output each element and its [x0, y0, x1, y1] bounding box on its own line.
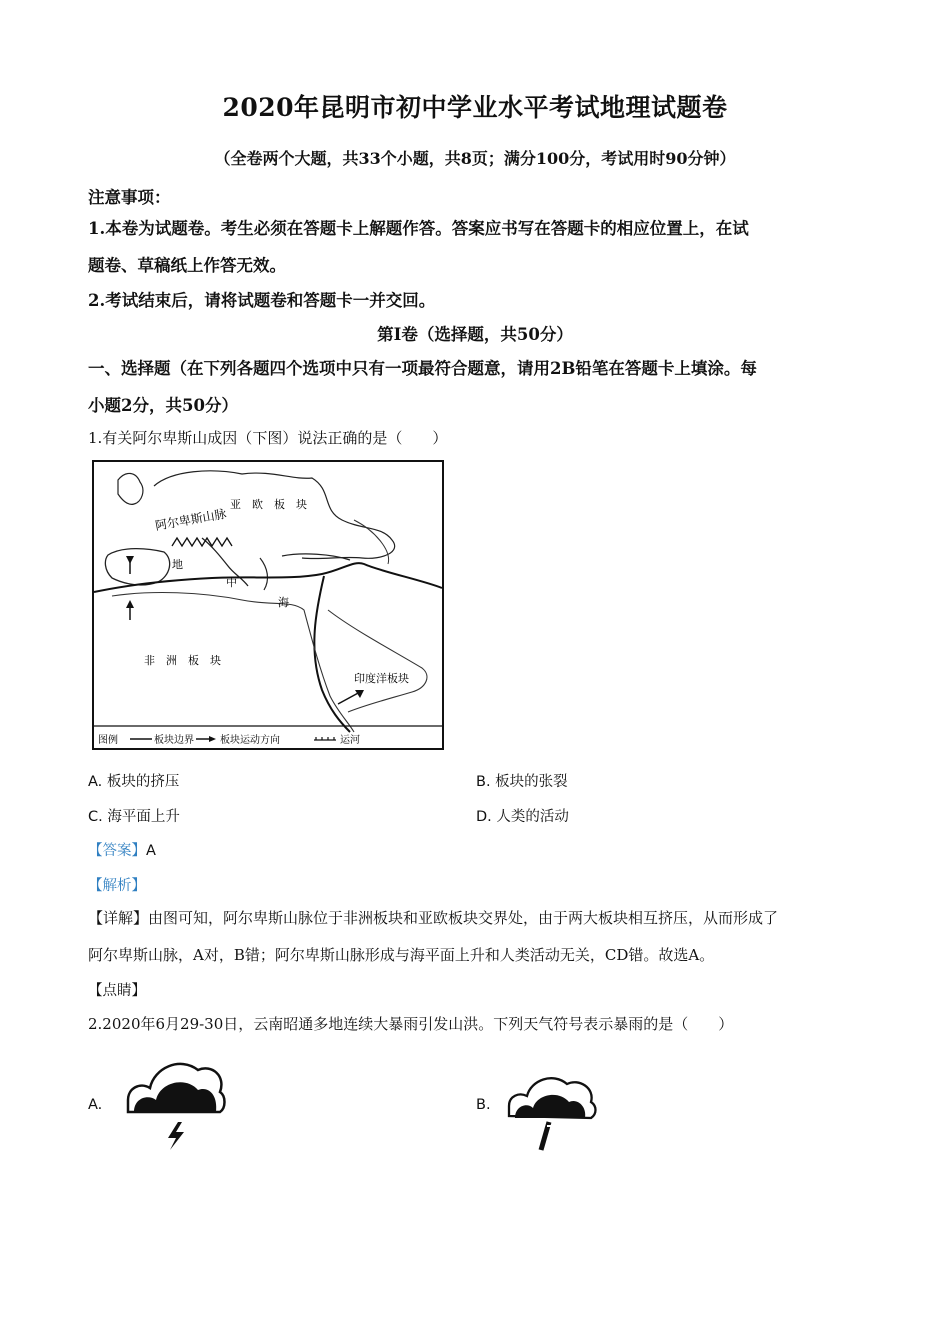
detail-explanation: 【详解】由图可知，阿尔卑斯山脉位于非洲板块和亚欧板块交界处，由于两大板块相互挤压，从而形成了 [88, 909, 779, 927]
label-zhong: 中 [226, 576, 237, 589]
analysis-tag: 【解析】 [88, 878, 146, 894]
legend-motion-label: 板块运动方向 [220, 735, 280, 746]
page-title: 2020年昆明市初中学业水平考试地理试题卷 [222, 93, 728, 122]
q1-option-a[interactable]: A. 板块的挤压 [88, 774, 180, 790]
part-title: 第Ⅰ卷（选择题，共50分） [377, 325, 573, 344]
answer-value: A [146, 843, 156, 859]
label-eurasia-plate: 亚 欧 板 块 [230, 498, 307, 511]
label-di: 地 [172, 558, 183, 571]
q2-option-b-label[interactable]: B. [476, 1097, 491, 1113]
label-africa-plate: 非 洲 板 块 [144, 654, 221, 667]
q1-option-b[interactable]: B. 板块的张裂 [476, 774, 568, 790]
answer-tag: 【答案】 [88, 843, 146, 859]
alps-plate-map [92, 460, 444, 750]
notice-heading: 注意事项： [88, 188, 171, 207]
q1-option-c[interactable]: C. 海平面上升 [88, 809, 180, 825]
section-instructions: 一、选择题（在下列各题四个选项中只有一项最符合题意，请用2B铅笔在答题卡上填涂。每 [88, 359, 757, 378]
cloud-rain-icon [503, 1068, 603, 1158]
question-2-stem: 2.2020年6月29-30日，云南昭通多地连续大暴雨引发山洪。下列天气符号表示暴雨的是（ ） [88, 1015, 734, 1033]
notice-item-1-cont: 题卷、草稿纸上作答无效。 [88, 256, 286, 275]
legend-title: 图例 [98, 735, 118, 746]
label-alps: 阿尔卑斯山脉 [154, 506, 228, 533]
label-sea: 海 [278, 596, 289, 609]
notice-item-1: 1.本卷为试题卷。考生必须在答题卡上解题作答。答案应书写在答题卡的相应位置上，在试 [88, 219, 749, 238]
exam-info: （全卷两个大题，共33个小题，共8页；满分100分，考试用时90分钟） [214, 149, 736, 168]
legend-boundary-label: 板块边界 [154, 735, 194, 746]
section-instructions-cont: 小题2分，共50分） [88, 396, 238, 415]
q2-option-a-label[interactable]: A. [88, 1097, 103, 1113]
cloud-lightning-icon [120, 1050, 230, 1155]
notice-item-2: 2.考试结束后，请将试题卷和答题卡一并交回。 [88, 291, 436, 310]
label-indian-plate: 印度洋板块 [354, 672, 409, 685]
answer-line [88, 839, 156, 860]
detail-explanation-cont: 阿尔卑斯山脉，A对，B错；阿尔卑斯山脉形成与海平面上升和人类活动无关，CD错。故选A。 [88, 946, 715, 964]
legend-canal-label: 运河 [340, 735, 360, 746]
tip-tag: 【点睛】 [88, 983, 146, 999]
q1-option-d[interactable]: D. 人类的活动 [476, 809, 569, 825]
question-1-stem: 1.有关阿尔卑斯山成因（下图）说法正确的是（ ） [88, 429, 448, 447]
